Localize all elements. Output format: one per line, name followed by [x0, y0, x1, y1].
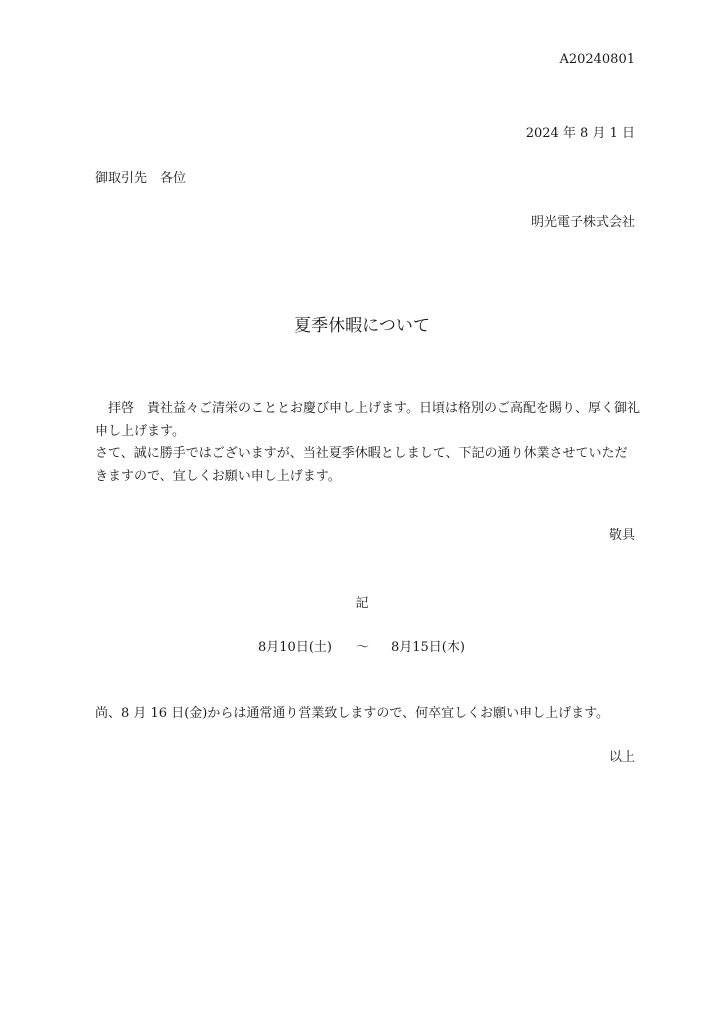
closing-ijou: 以上 — [608, 750, 635, 765]
business-resume-note: 尚、8 月 16 日(金)からは通常通り営業致しますので、何卒宜しくお願い申し上げます。 — [95, 706, 610, 721]
document-date: 2024 年 8 月 1 日 — [525, 126, 635, 141]
recipient: 御取引先 各位 — [95, 171, 187, 186]
closing-keigu: 敬具 — [608, 528, 635, 543]
sender-company: 明光電子株式会社 — [530, 215, 635, 230]
body-text — [95, 398, 640, 488]
document-number: A20240801 — [559, 52, 635, 67]
holiday-period — [258, 636, 465, 655]
period-separator: ～ — [355, 640, 369, 655]
document-title: 夏季休暇について — [294, 316, 430, 336]
body-paragraph-greeting: 拝啓 貴社益々ご清栄のこととお慶び申し上げます。日頃は格別のご高配を賜り、厚く御礼申し上げます。 — [95, 401, 640, 439]
body-paragraph-notice: さて、誠に勝手ではございますが、当社夏季休暇としまして、下記の通り休業させていただきますので、宜しくお願い申し上げます。 — [95, 446, 628, 484]
period-end: 8月15日(木) — [390, 640, 465, 655]
period-start: 8月10日(土) — [258, 640, 332, 655]
ki-heading: 記 — [355, 596, 369, 611]
